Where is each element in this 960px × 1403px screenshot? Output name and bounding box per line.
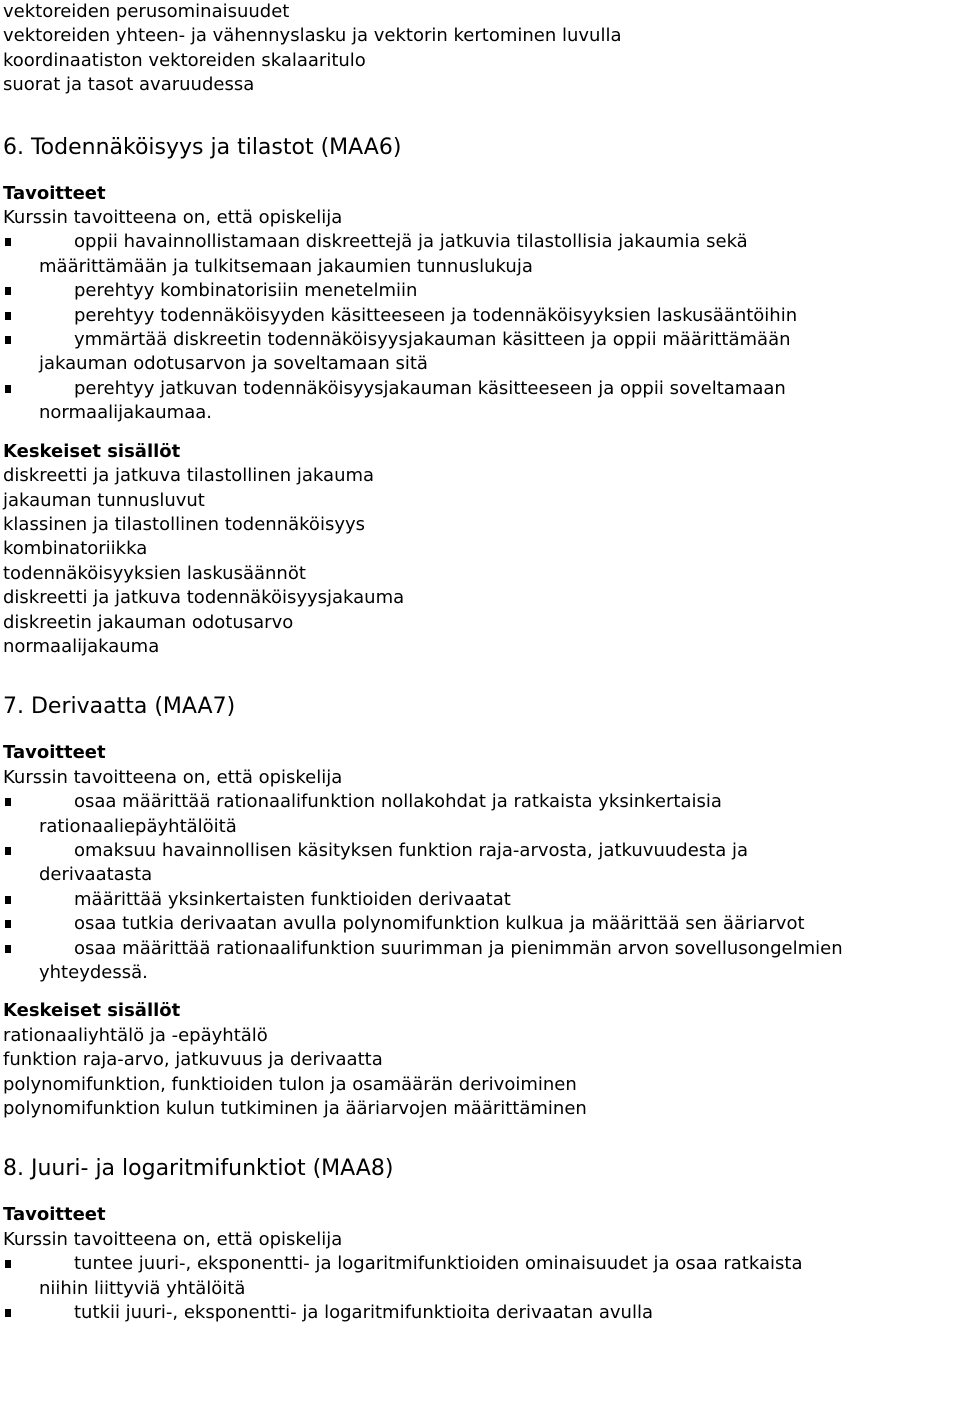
goals-list bbox=[3, 230, 960, 425]
goal-item: ymmärtää diskreetin todennäköisyysjakauman käsitteen ja oppii määrittämään jakauman odotusarvon ja soveltamaan sitä bbox=[3, 328, 960, 377]
intro-line: vektoreiden yhteen- ja vähennyslasku ja vektorin kertominen luvulla bbox=[3, 25, 622, 47]
goal-item: määrittää yksinkertaisten funktioiden derivaatat bbox=[3, 888, 960, 912]
square-bullet-icon bbox=[5, 920, 11, 928]
section-heading: 6. Todennäköisyys ja tilastot (MAA6) bbox=[3, 134, 402, 160]
content-item: kombinatoriikka bbox=[3, 538, 148, 560]
content-item: diskreetin jakauman odotusarvo bbox=[3, 611, 294, 633]
square-bullet-icon bbox=[5, 287, 11, 295]
square-bullet-icon bbox=[5, 1260, 11, 1268]
section-maa6 bbox=[3, 134, 960, 660]
content-item: diskreetti ja jatkuva tilastollinen jakauma bbox=[3, 465, 375, 487]
content-item: rationaaliyhtälö ja -epäyhtälö bbox=[3, 1024, 268, 1046]
content-item: jakauman tunnusluvut bbox=[3, 489, 205, 511]
intro-line: koordinaatiston vektoreiden skalaaritulo bbox=[3, 49, 366, 71]
section-maa7 bbox=[3, 693, 960, 1121]
intro-line: vektoreiden perusominaisuudet bbox=[3, 1, 290, 22]
goal-item: perehtyy jatkuvan todennäköisyysjakauman käsitteeseen ja oppii soveltamaan normaalijakaumaa. bbox=[3, 377, 960, 426]
square-bullet-icon bbox=[5, 798, 11, 806]
section-maa8 bbox=[3, 1155, 960, 1325]
goals-list bbox=[3, 1252, 960, 1325]
goals-label: Tavoitteet bbox=[3, 182, 106, 204]
square-bullet-icon bbox=[5, 1309, 11, 1317]
goals-list bbox=[3, 790, 960, 985]
contents-list bbox=[3, 1024, 960, 1122]
content-item: todennäköisyyksien laskusäännöt bbox=[3, 562, 306, 584]
goals-label: Tavoitteet bbox=[3, 742, 106, 764]
square-bullet-icon bbox=[5, 847, 11, 855]
goal-item: osaa määrittää rationaalifunktion suurimman ja pienimmän arvon sovellusongelmien yhteydessä. bbox=[3, 937, 960, 986]
content-item: diskreetti ja jatkuva todennäköisyysjakauma bbox=[3, 587, 405, 609]
content-item: polynomifunktion kulun tutkiminen ja ääriarvojen määrittäminen bbox=[3, 1098, 587, 1120]
content-item: funktion raja-arvo, jatkuvuus ja derivaatta bbox=[3, 1049, 383, 1071]
content-item: polynomifunktion, funktioiden tulon ja osamäärän derivoiminen bbox=[3, 1073, 577, 1095]
goal-item: perehtyy kombinatorisiin menetelmiin bbox=[3, 279, 960, 303]
square-bullet-icon bbox=[5, 896, 11, 904]
goal-item: perehtyy todennäköisyyden käsitteeseen ja todennäköisyyksien laskusääntöihin bbox=[3, 304, 960, 328]
section-heading: 7. Derivaatta (MAA7) bbox=[3, 694, 236, 720]
content-item: klassinen ja tilastollinen todennäköisyys bbox=[3, 513, 366, 535]
section-heading: 8. Juuri- ja logaritmifunktiot (MAA8) bbox=[3, 1156, 394, 1182]
goal-item: osaa määrittää rationaalifunktion nollakohdat ja ratkaista yksinkertaisia rationaaliepäyhtälöitä bbox=[3, 790, 960, 839]
square-bullet-icon bbox=[5, 238, 11, 246]
goal-item: tutkii juuri-, eksponentti- ja logaritmifunktioita derivaatan avulla bbox=[3, 1301, 960, 1325]
goals-intro: Kurssin tavoitteena on, että opiskelija bbox=[3, 207, 343, 229]
square-bullet-icon bbox=[5, 385, 11, 393]
goals-intro: Kurssin tavoitteena on, että opiskelija bbox=[3, 1228, 343, 1250]
goals-intro: Kurssin tavoitteena on, että opiskelija bbox=[3, 766, 343, 788]
intro-list bbox=[3, 0, 960, 98]
intro-line: suorat ja tasot avaruudessa bbox=[3, 74, 255, 96]
goal-item: tuntee juuri-, eksponentti- ja logaritmifunktioiden ominaisuudet ja osaa ratkaista niihin liittyviä yhtälöitä bbox=[3, 1252, 960, 1301]
square-bullet-icon bbox=[5, 336, 11, 344]
content-item: normaalijakauma bbox=[3, 635, 160, 657]
contents-label: Keskeiset sisällöt bbox=[3, 440, 181, 462]
contents-label: Keskeiset sisällöt bbox=[3, 1000, 181, 1022]
contents-list bbox=[3, 464, 960, 659]
goal-item: omaksuu havainnollisen käsityksen funktion raja-arvosta, jatkuvuudesta ja derivaatasta bbox=[3, 839, 960, 888]
goal-item: oppii havainnollistamaan diskreettejä ja jatkuvia tilastollisia jakaumia sekä määrittämään ja tulkitsemaan jakaumien tunnuslukuja bbox=[3, 230, 960, 279]
goal-item: osaa tutkia derivaatan avulla polynomifunktion kulkua ja määrittää sen ääriarvot bbox=[3, 912, 960, 936]
square-bullet-icon bbox=[5, 945, 11, 953]
goals-label: Tavoitteet bbox=[3, 1204, 106, 1226]
square-bullet-icon bbox=[5, 312, 11, 320]
